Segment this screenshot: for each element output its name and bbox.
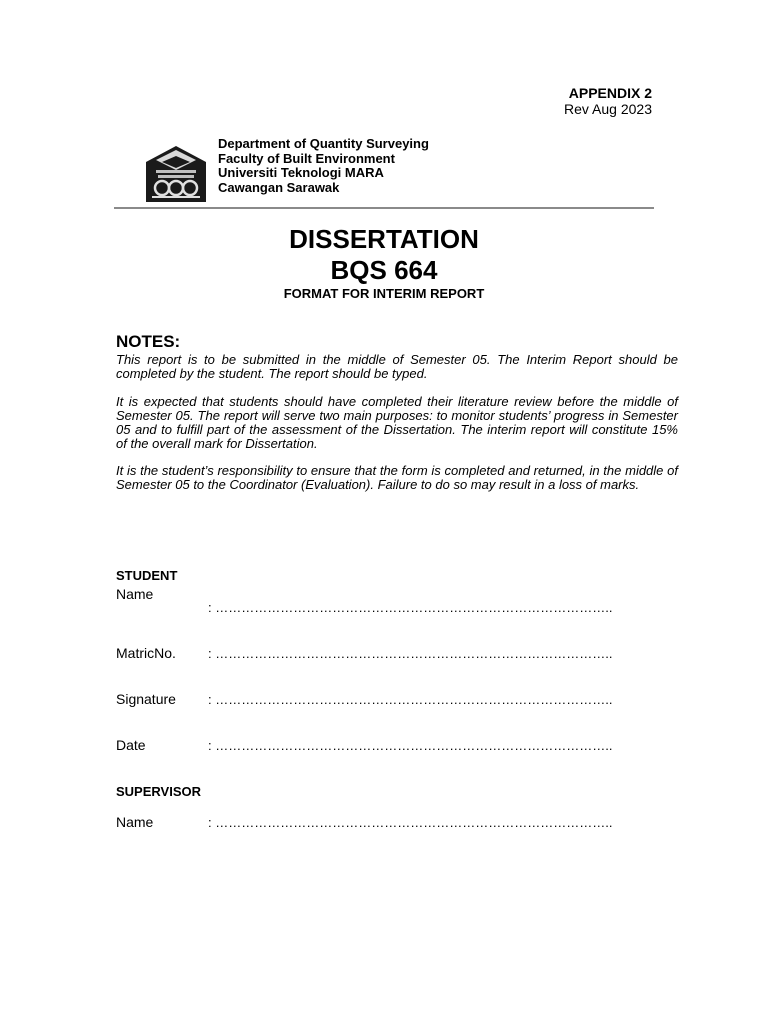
header-divider [114,207,654,209]
student-section-heading: STUDENT [116,568,178,583]
supervisor-name-field[interactable]: : ……………………………………………………………………………….. [208,815,613,830]
student-date-label: Date [116,737,146,753]
supervisor-name-label: Name [116,814,154,830]
document-subtitle: FORMAT FOR INTERIM REPORT [283,286,485,301]
notes-paragraph: This report is to be submitted in the middle of Semester 05. The Interim Report should be completed by the student. The report should be typed. [116,352,678,381]
institution-header [140,135,640,205]
student-matric-label: MatricNo. [116,645,176,661]
institution-lines [218,137,429,195]
appendix-label: APPENDIX 2 [568,85,652,101]
notes-body [116,353,678,506]
revision-label: Rev Aug 2023 [564,101,652,117]
student-name-field[interactable]: : ……………………………………………………………………………….. [208,600,613,615]
notes-heading: NOTES: [116,332,181,351]
faculty-name: Faculty of Built Environment [218,150,395,166]
notes-paragraph: It is expected that students should have completed their literature review before the middle of Semester 05. The report will serve two main purposes: to monitor students’ progress in Semester 05 and to fulfill part of the assessment of the Dissertation. The interim report will constitute 15% of the overall mark for Dissertation. [116,393,678,451]
document-title: DISSERTATION [289,224,479,254]
department-name: Department of Quantity Surveying [218,136,429,151]
student-signature-field[interactable]: : ……………………………………………………………………………….. [208,692,613,707]
uitm-logo-icon [144,144,208,202]
student-date-field[interactable]: : ……………………………………………………………………………….. [208,738,613,753]
appendix-block [564,85,652,117]
student-name-label: Name [116,586,154,602]
course-code: BQS 664 [330,255,438,285]
supervisor-section-heading: SUPERVISOR [116,784,202,799]
university-name: Universiti Teknologi MARA [218,165,384,181]
notes-paragraph: It is the student’s responsibility to ensure that the form is completed and returned, in the middle of Semester 05 to the Coordinator (Evaluation). Failure to do so may result in a loss of marks. [116,463,678,492]
student-signature-label: Signature [116,691,176,707]
student-matric-field[interactable]: : ……………………………………………………………………………….. [208,646,613,661]
campus-name: Cawangan Sarawak [218,179,340,195]
